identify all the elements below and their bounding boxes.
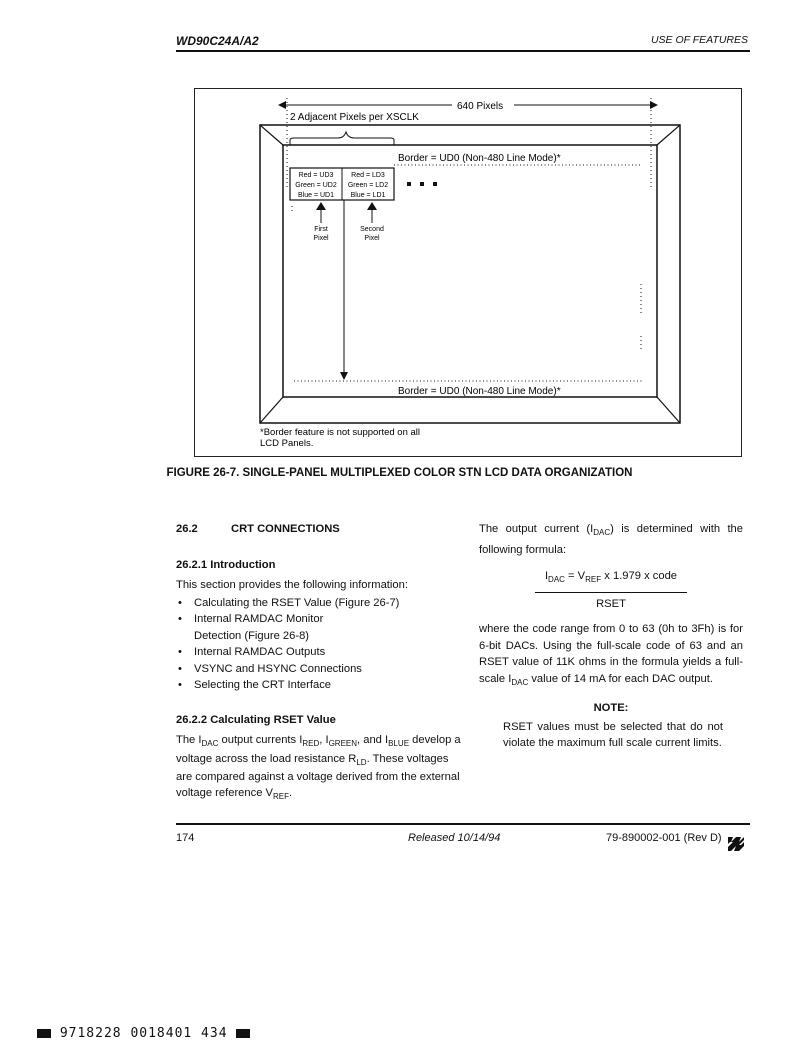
feature-list: [176, 595, 464, 694]
section-heading: [176, 521, 464, 538]
formula-denominator: RSET: [596, 597, 626, 610]
footer-rule: [176, 823, 750, 825]
microfilm-code: [37, 1026, 250, 1041]
header-rule: [176, 50, 750, 52]
page-number: 174: [176, 832, 195, 844]
adjacent-label: 2 Adjacent Pixels per XSCLK: [290, 112, 419, 123]
figure-note-1: *Border feature is not supported on all: [260, 427, 421, 438]
pixel1-green: Green = UD2: [295, 182, 337, 189]
border-top-label: Border = UD0 (Non-480 Line Mode)*: [398, 153, 561, 164]
pixel2-red: Red = LD3: [351, 172, 385, 179]
subsection-heading-intro: 26.2.1 Introduction: [176, 558, 276, 571]
code-range-paragraph: where the code range from 0 to 63 (0h to 3Fh) is for 6-bit DACs. Using the full-scale code of 63 and an RSET value of 11K ohms in the formula yields a full-scale $I_{DAC}$ value of 14 mA for each DAC output.: [479, 623, 743, 687]
second-pixel-label-1: Second: [360, 226, 384, 233]
first-pixel-label-1: First: [314, 226, 328, 233]
company-logo-icon: [727, 834, 745, 854]
lcd-data-diagram: [194, 88, 742, 458]
note-text: RSET values must be selected that do not violate the maximum full scale current limits.: [503, 720, 723, 749]
rset-paragraph: The $I_{DAC}$ output currents $I_{RED}$, $I_{GREEN}$, and $I_{BLUE}$ develop a voltage across the load resistance $R_{LD}$. These voltages are compared against a voltage derived from the external voltage reference $V_{REF}$.: [176, 734, 461, 801]
section-number: 26.2: [176, 523, 198, 535]
black-block-icon: [37, 1029, 51, 1038]
formula-numerator: $I_{DAC} = V_{REF}$ x 1.979 x code: [544, 570, 678, 584]
section-title: USE OF FEATURES: [650, 34, 748, 46]
figure-caption: FIGURE 26-7. SINGLE-PANEL MULTIPLEXED COLOR STN LCD DATA ORGANIZATION: [166, 467, 633, 479]
output-current-paragraph: The output current $(I_{DAC})$ is determined with the following formula:: [479, 523, 743, 556]
fraction-line: [535, 592, 687, 593]
left-column: [176, 521, 464, 804]
first-pixel-label-2: Pixel: [313, 235, 329, 242]
rset-formula: [479, 568, 743, 612]
section-heading-text: CRT CONNECTIONS: [231, 523, 340, 535]
pixel1-red: Red = UD3: [298, 172, 334, 179]
black-block-icon: [236, 1029, 250, 1038]
pixel1-blue: Blue = UD1: [298, 192, 334, 199]
right-column: [479, 521, 743, 752]
second-pixel-label-2: Pixel: [364, 235, 380, 242]
pixel2-green: Green = LD2: [347, 182, 389, 189]
pixels-label: 640 Pixels: [457, 101, 504, 112]
document-title: WD90C24A/A2: [176, 34, 259, 48]
list-item: • Internal RAMDAC Outputs: [176, 644, 464, 661]
figure-note-2: LCD Panels.: [260, 438, 314, 449]
subsection-heading-rset: 26.2.2 Calculating RSET Value: [176, 713, 336, 726]
list-item: • Internal RAMDAC Monitor Detection (Figure 26-8): [176, 611, 464, 644]
note-title: NOTE:: [593, 702, 629, 714]
document-number: 79-890002-001 (Rev D): [606, 832, 722, 844]
intro-text: This section provides the following information:: [176, 579, 408, 591]
border-bottom-label: Border = UD0 (Non-480 Line Mode)*: [398, 386, 561, 397]
release-date: Released 10/14/94: [408, 832, 501, 844]
list-item: • Calculating the RSET Value (Figure 26-7): [176, 595, 464, 612]
microfilm-code-text: 9718228 0018401 434: [59, 1026, 228, 1041]
pixel2-blue: Blue = LD1: [350, 192, 386, 199]
list-item: • VSYNC and HSYNC Connections: [176, 661, 464, 678]
list-item: • Selecting the CRT Interface: [176, 677, 464, 694]
